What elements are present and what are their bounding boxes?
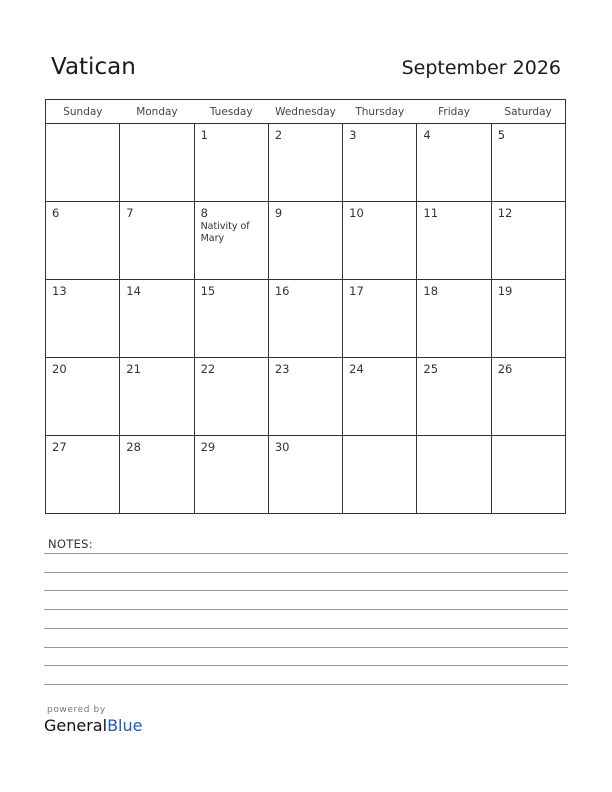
notes-line (44, 572, 568, 573)
day-number: 30 (274, 440, 290, 454)
day-cell (194, 358, 268, 436)
day-cell (46, 358, 120, 436)
day-cell (194, 124, 268, 202)
month-year-title: September 2026 (401, 57, 561, 79)
brand-logo (44, 716, 142, 735)
day-cell (491, 202, 565, 280)
day-cell (491, 358, 565, 436)
day-number: 5 (497, 128, 506, 142)
notes-line (44, 590, 568, 591)
day-number: 14 (126, 284, 141, 298)
day-cell (417, 280, 491, 358)
day-number: 1 (200, 128, 208, 142)
day-number: 8 (200, 206, 208, 220)
week-row (46, 280, 566, 358)
day-number: 21 (126, 362, 141, 376)
brand-general: General (44, 716, 108, 735)
day-number: 20 (52, 362, 67, 376)
week-row (46, 436, 566, 514)
day-number: 24 (349, 362, 364, 376)
day-cell (343, 358, 417, 436)
day-cell (268, 124, 342, 202)
weekday-header-row (46, 100, 566, 124)
powered-by-text: powered by (47, 705, 106, 715)
week-row (46, 202, 566, 280)
day-cell (46, 124, 120, 202)
day-cell (120, 202, 194, 280)
day-number: 29 (200, 440, 216, 454)
day-number: 15 (200, 284, 216, 298)
week-row (46, 124, 566, 202)
day-cell (120, 124, 194, 202)
day-number: 28 (126, 440, 141, 454)
day-cell (343, 436, 417, 514)
day-number: 23 (274, 362, 290, 376)
day-cell (46, 436, 120, 514)
day-cell (343, 124, 417, 202)
weekday-monday: Monday (120, 100, 194, 124)
day-cell (343, 202, 417, 280)
day-number: 7 (126, 206, 134, 220)
day-cell (194, 280, 268, 358)
day-number: 12 (497, 206, 513, 220)
day-cell (417, 358, 491, 436)
day-cell (491, 124, 565, 202)
day-cell (268, 358, 342, 436)
notes-line (44, 553, 568, 554)
day-number: 13 (52, 284, 67, 298)
day-cell (417, 124, 491, 202)
day-number: 16 (274, 284, 290, 298)
brand-blue: Blue (107, 716, 143, 735)
day-number: 3 (349, 128, 357, 142)
weekday-saturday: Saturday (491, 100, 565, 124)
day-number: 6 (52, 206, 60, 220)
weekday-wednesday: Wednesday (268, 100, 342, 124)
weekday-sunday: Sunday (46, 100, 120, 124)
day-cell (120, 358, 194, 436)
notes-line (44, 647, 568, 648)
day-number: 19 (497, 284, 513, 298)
day-number: 26 (497, 362, 513, 376)
day-cell (46, 202, 120, 280)
day-number: 27 (52, 440, 67, 454)
holiday-label: Nativity of Mary (200, 221, 250, 244)
day-cell (268, 280, 342, 358)
day-cell (417, 436, 491, 514)
day-number: 9 (274, 206, 283, 220)
notes-line (44, 628, 568, 629)
day-number: 25 (423, 362, 439, 376)
weekday-thursday: Thursday (343, 100, 417, 124)
weekday-friday: Friday (417, 100, 491, 124)
day-cell (120, 280, 194, 358)
day-cell (343, 280, 417, 358)
country-title: Vatican (51, 54, 136, 80)
day-cell (194, 436, 268, 514)
week-row (46, 358, 566, 436)
notes-line (44, 609, 568, 610)
day-cell (491, 280, 565, 358)
notes-line (44, 665, 568, 666)
day-cell (268, 202, 342, 280)
day-number: 4 (423, 128, 431, 142)
calendar-grid (45, 99, 566, 514)
day-number: 18 (423, 284, 439, 298)
day-number: 17 (349, 284, 364, 298)
day-cell (46, 280, 120, 358)
notes-label: NOTES: (48, 537, 93, 551)
day-cell (417, 202, 491, 280)
day-cell (194, 202, 268, 280)
day-cell (120, 436, 194, 514)
day-cell (491, 436, 565, 514)
notes-line (44, 684, 568, 685)
day-cell (268, 436, 342, 514)
weekday-tuesday: Tuesday (194, 100, 268, 124)
day-number: 2 (274, 128, 283, 142)
day-number: 10 (349, 206, 364, 220)
day-number: 11 (423, 206, 439, 220)
day-number: 22 (200, 362, 216, 376)
